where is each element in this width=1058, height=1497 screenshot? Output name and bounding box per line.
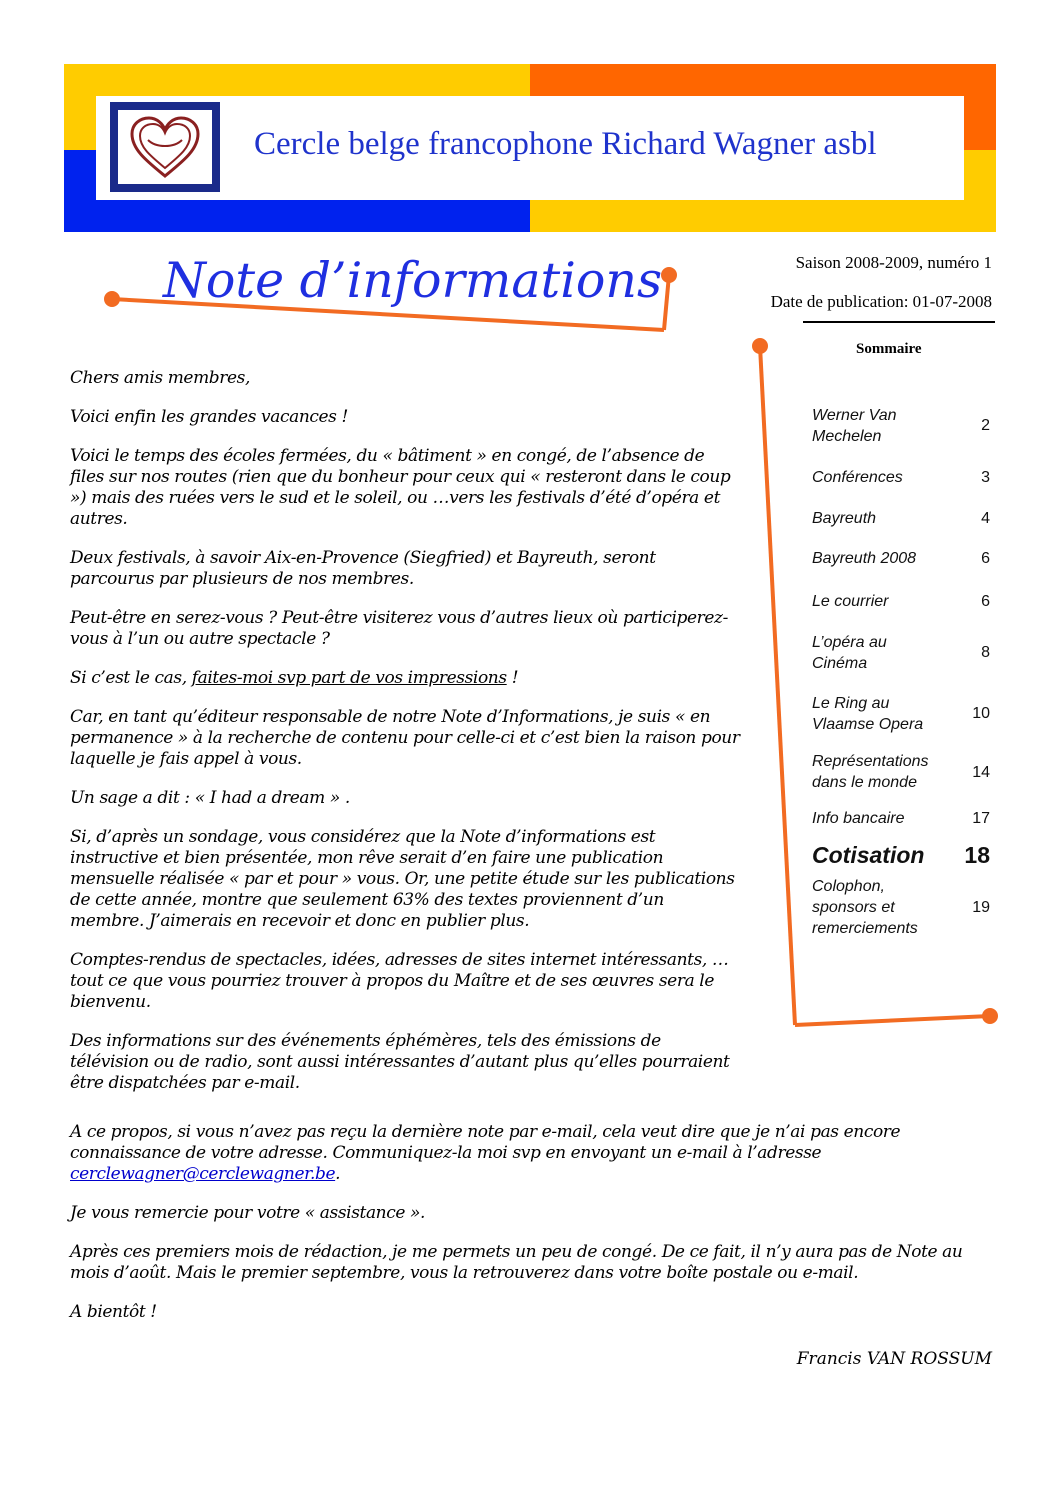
signature: Francis VAN ROSSUM xyxy=(796,1349,992,1369)
letter-paragraph: Après ces premiers mois de rédaction, je me permets un peu de congé. De ce fait, il n’y aura pas de Note au mois d’août. Mais le premier septembre, vous la retrouverez dans votre boîte postale ou e-mail. xyxy=(70,1242,963,1283)
letter-paragraph: Si, d’après un sondage, vous considérez que la Note d’informations est instructive et bien présentée, mon rêve serait d’en faire une publication mensuelle réalisée « par et pour » vous. Or, une petite étude sur les publications de cette année, montre que seulement 63% des textes proviennent d’un membre. J’aimerais en recevoir et donc en publier plus. xyxy=(70,827,735,931)
toc-item xyxy=(812,548,990,569)
toc-item xyxy=(812,467,990,488)
letter-paragraph: Peut-être en serez-vous ? Peut-être visiterez vous d’autres lieux où participerez-vous à l’un ou autre spectacle ? xyxy=(70,608,728,649)
toc-label: Werner Van Mechelen xyxy=(812,407,897,445)
meta-divider xyxy=(803,321,995,323)
letter-paragraph: Car, en tant qu’éditeur responsable de notre Note d’Informations, je suis « en permanence » à la recherche de contenu pour celle-ci et c’est bien la raison pour laquelle je fais appel à vous. xyxy=(70,707,740,769)
toc-label: Cotisation xyxy=(812,842,925,868)
text-run: ! xyxy=(506,668,519,688)
letter-body-wide xyxy=(70,1122,995,1341)
sommaire-line-dot-right xyxy=(984,1010,996,1022)
letter-paragraph: Des informations sur des événements éphémères, tels des émissions de télévision ou de radio, sont aussi intéressantes d’autant plus qu’elles pourraient être dispatchées par e-mail. xyxy=(70,1031,730,1093)
toc-label: Le courrier xyxy=(812,593,889,610)
toc-page: 4 xyxy=(981,510,990,527)
letter-body xyxy=(70,368,740,1112)
toc-page: 6 xyxy=(981,593,990,610)
season-label: Saison 2008-2009, numéro 1 xyxy=(795,253,992,272)
page-title: Note d’informations xyxy=(163,252,663,309)
toc-item xyxy=(812,876,990,939)
toc-page: 8 xyxy=(981,644,990,661)
letter-paragraph: Deux festivals, à savoir Aix-en-Provence (Siegfried) et Bayreuth, seront parcourus par plusieurs de nos membres. xyxy=(70,548,656,589)
toc-item-highlight xyxy=(812,842,990,868)
toc-page: 10 xyxy=(972,705,990,722)
title-line-dot-right xyxy=(663,269,675,281)
toc-label: Bayreuth 2008 xyxy=(812,550,917,567)
letter-paragraph: Voici enfin les grandes vacances ! xyxy=(70,407,348,427)
toc-item xyxy=(812,808,990,829)
toc-label: Colophon, sponsors et remerciements xyxy=(812,878,918,937)
letter-paragraph: Je vous remercie pour votre « assistance ». xyxy=(70,1203,426,1223)
letter-paragraph: Voici le temps des écoles fermées, du « bâtiment » en congé, de l’absence de files sur nos routes (rien que du bonheur pour ceux qui « resteront dans le coup ») mais des ruées vers le sud et le soleil, ou …vers les festivals d’été d’opéra et autres. xyxy=(70,446,731,529)
toc-item xyxy=(812,632,990,674)
letter-paragraph xyxy=(70,668,740,689)
toc-page: 3 xyxy=(981,469,990,486)
organization-name: Cercle belge francophone Richard Wagner asbl xyxy=(254,126,877,162)
sommaire-line-dot-top xyxy=(754,340,766,352)
letter-paragraph: A bientôt ! xyxy=(70,1302,157,1322)
letter-paragraph xyxy=(70,1122,940,1185)
title-line-dot-left xyxy=(106,293,118,305)
toc-label: Représentations dans le monde xyxy=(812,753,929,791)
sommaire-title: Sommaire xyxy=(856,341,922,357)
toc-item xyxy=(812,751,990,793)
sommaire-side-line xyxy=(760,346,795,1025)
toc-page: 17 xyxy=(972,810,990,827)
toc-label: Conférences xyxy=(812,469,903,486)
toc-label: Info bancaire xyxy=(812,810,905,827)
email-link[interactable]: cerclewagner@cerclewagner.be xyxy=(70,1164,336,1184)
toc-page: 19 xyxy=(972,899,990,916)
letter-paragraph: Un sage a dit : « I had a dream » . xyxy=(70,788,350,808)
title-side-line xyxy=(664,275,669,330)
text-run: . xyxy=(335,1164,341,1184)
sommaire-bottom-line xyxy=(795,1016,990,1025)
toc-item xyxy=(812,508,990,529)
toc-page: 18 xyxy=(964,842,990,868)
underlined-text: faites-moi svp part de vos impressions xyxy=(191,668,507,688)
letter-paragraph: Chers amis membres, xyxy=(70,368,250,388)
toc-item xyxy=(812,405,990,447)
publication-date: Date de publication: 01-07-2008 xyxy=(770,292,992,311)
toc-label: L’opéra au Cinéma xyxy=(812,634,887,672)
toc-page: 2 xyxy=(981,417,990,434)
toc-label: Le Ring au Vlaamse Opera xyxy=(812,695,924,733)
toc-item xyxy=(812,591,990,612)
letter-paragraph: Comptes-rendus de spectacles, idées, adresses de sites internet intéressants, … tout ce que vous pourriez trouver à propos du Maître et de ses œuvres sera le bienvenu. xyxy=(70,950,729,1012)
toc-page: 14 xyxy=(972,764,990,781)
text-run: Si c’est le cas, xyxy=(70,668,192,688)
toc-page: 6 xyxy=(981,550,990,567)
toc-item xyxy=(812,693,990,735)
toc-label: Bayreuth xyxy=(812,510,877,527)
text-run: A ce propos, si vous n’avez pas reçu la dernière note par e-mail, cela veut dire que je n’ai pas encore connaissance de votre adresse. Communiquez-la moi svp en envoyant un e-mail à l’adresse xyxy=(70,1122,901,1163)
